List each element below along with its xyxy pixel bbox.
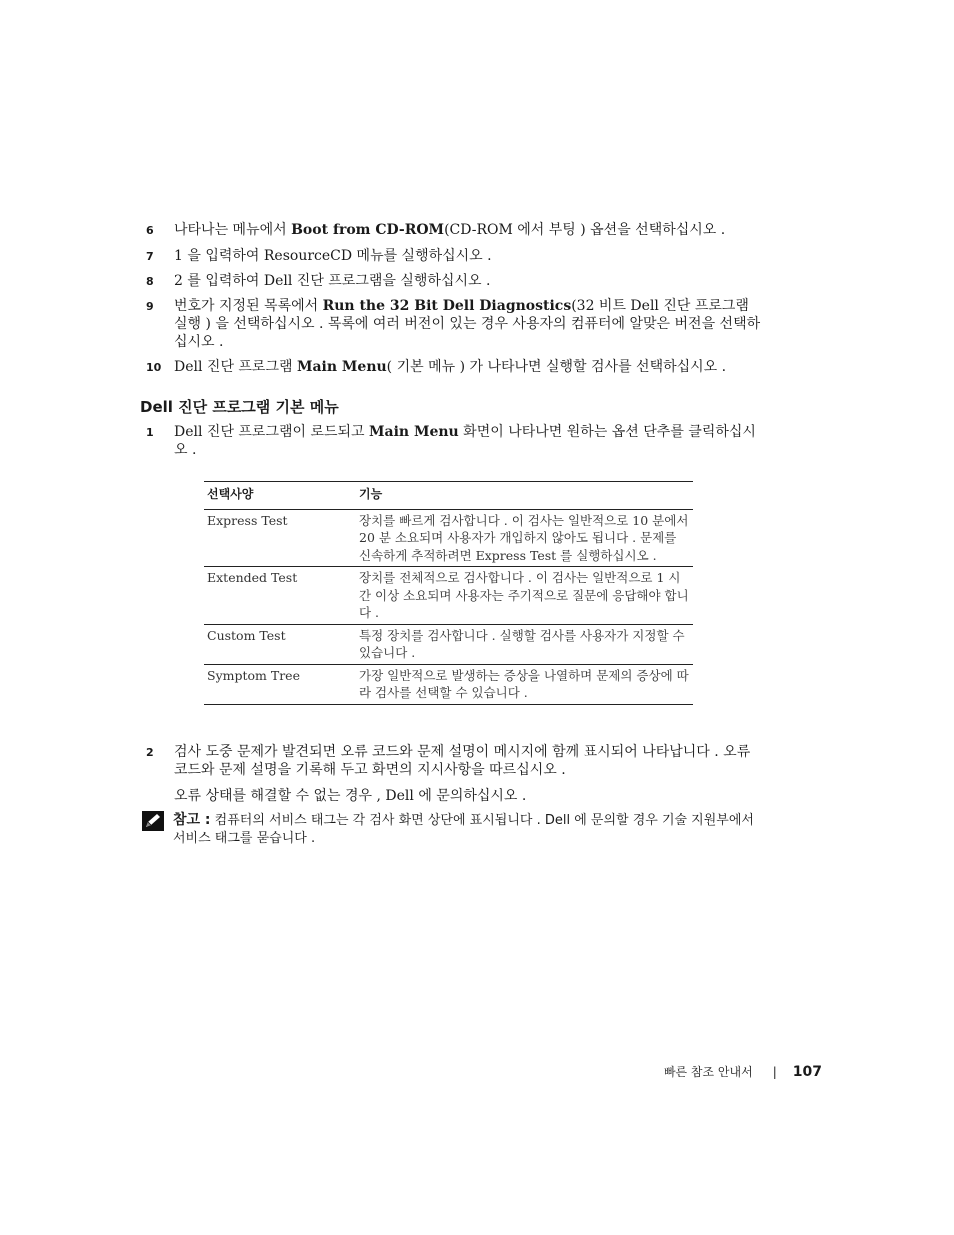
step-8 [146,272,766,290]
step-text-tail: ( 기본 메뉴 ) 가 나타나면 실행할 검사를 선택하십시오 . [386,359,727,375]
note [142,811,762,848]
step-bold-text: Main Menu [296,359,387,375]
step-bold-text: Main Menu [369,424,459,440]
options-table [204,481,693,705]
step-10 [146,358,766,376]
header-function: 기능 [356,482,693,510]
option-description: 가장 일반적으로 발생하는 증상을 나열하며 문제의 증상에 따라 검사를 선택할 수 있습니다 . [356,664,693,704]
step-text-tail: (CD-ROM 에서 부팅 ) 옵션을 선택하십시오 . [444,222,726,238]
section-step-1 [146,423,766,459]
option-description: 특정 장치를 검사합니다 . 실행할 검사를 사용자가 지정할 수 있습니다 . [356,624,693,664]
note-label: 참고 : [173,812,211,828]
step-text: 나타나는 메뉴에서 [174,222,292,238]
step-text: Dell 진단 프로그램이 로드되고 [174,424,370,440]
step-text-tail: (32 비트 Dell 진단 프로그램 실행 ) 을 선택하십시오 . 목록에 여러 버전이 있는 경우 사용자의 컴퓨터에 알맞은 버전을 선택하십시오 . [174,298,761,350]
option-name: Symptom Tree [204,664,356,704]
option-name: Extended Test [204,567,356,625]
table-row [204,624,693,664]
option-description: 장치를 전체적으로 검사합니다 . 이 검사는 일반적으로 1 시간 이상 소요되며 사용자는 주기적으로 질문에 응답해야 합니다 . [356,567,693,625]
table-row [204,509,693,567]
section-step-2 [146,743,766,779]
section-heading: Dell 진단 프로그램 기본 메뉴 [140,398,339,416]
footer-title: 빠른 참조 안내서 [663,1065,753,1079]
step-9 [146,297,766,351]
option-name: Custom Test [204,624,356,664]
step-number: 8 [146,275,154,288]
note-text: 컴퓨터의 서비스 태그는 각 검사 화면 상단에 표시됩니다 . Dell 에 문의할 경우 기술 지원부에서 서비스 태그를 묻습니다 . [173,813,754,846]
step-text: 2 를 입력하여 Dell 진단 프로그램을 실행하십시오 . [174,273,491,289]
step-number: 1 [146,426,154,439]
followup-text: 오류 상태를 해결할 수 없는 경우 , Dell 에 문의하십시오 . [174,788,527,804]
step-bold-text: Run the 32 Bit Dell Diagnostics [322,298,572,314]
step-number: 10 [146,361,162,374]
table-row [204,664,693,704]
step-text: 검사 도중 문제가 발견되면 오류 코드와 문제 설명이 메시지에 함께 표시되어 나타납니다 . 오류 코드와 문제 설명을 기록해 두고 화면의 지시사항을 따르십시오 . [174,744,751,778]
step-number: 6 [146,224,154,237]
page-footer [600,1063,822,1080]
option-description: 장치를 빠르게 검사합니다 . 이 검사는 일반적으로 10 분에서 20 분 소요되며 사용자가 개입하지 않아도 됩니다 . 문제를 신속하게 추적하려면 Express Test 를 실행하십시오 . [356,509,693,567]
step-text-tail: 화면이 나타나면 원하는 옵션 단추를 클릭하십시오 . [174,424,756,458]
footer-separator: | [772,1065,777,1079]
step-number: 9 [146,300,154,313]
step-number: 7 [146,250,154,263]
option-name: Express Test [204,509,356,567]
note-pencil-icon [142,811,164,831]
step-text: 번호가 지정된 목록에서 [174,298,323,314]
step-7 [146,247,766,265]
step-number: 2 [146,746,154,759]
step-text: Dell 진단 프로그램 [174,359,297,375]
table-header-row [204,482,693,510]
table-row [204,567,693,625]
step-bold-text: Boot from CD-ROM [291,222,445,238]
header-option: 선택사양 [204,482,356,510]
step-text: 1 을 입력하여 ResourceCD 메뉴를 실행하십시오 . [174,248,492,264]
page-number: 107 [792,1064,822,1080]
step-6 [146,221,766,239]
